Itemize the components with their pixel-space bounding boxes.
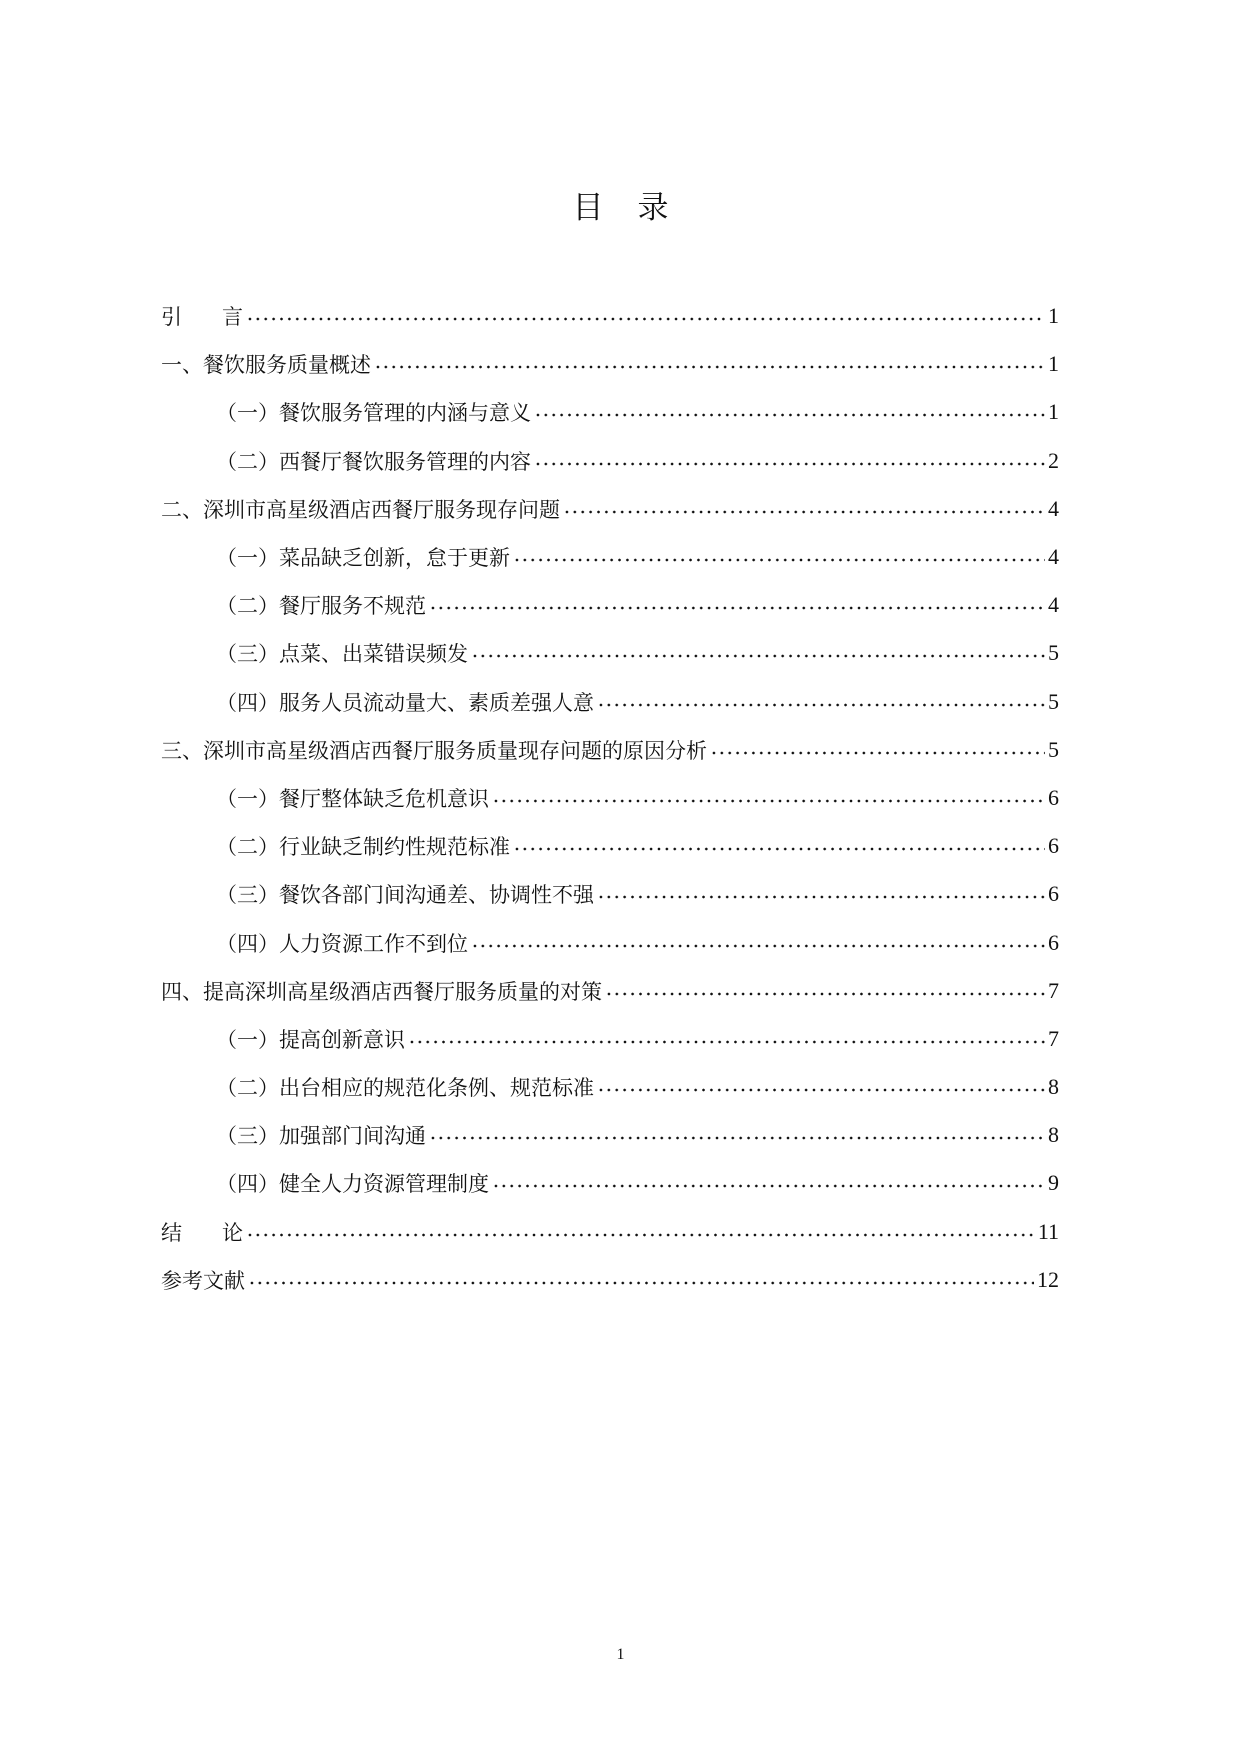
toc-entry-title: （二）行业缺乏制约性规范标准 [216, 835, 510, 860]
toc-dot-leader [471, 653, 1045, 659]
toc-dot-leader [492, 798, 1045, 804]
toc-entry[interactable] [161, 1159, 1059, 1207]
toc-entry-title: （四）健全人力资源管理制度 [216, 1172, 489, 1197]
toc-dot-leader [429, 1135, 1045, 1141]
toc-entry-page: 1 [1048, 399, 1059, 425]
toc-entry-title: 引言 [161, 305, 243, 330]
toc-dot-leader [534, 461, 1045, 467]
toc-entry-page: 5 [1048, 736, 1059, 762]
toc-dot-leader [408, 1039, 1045, 1045]
toc-entry[interactable] [161, 678, 1059, 726]
toc-dot-leader [597, 702, 1045, 708]
toc-entry-page: 1 [1048, 351, 1059, 377]
toc-entry[interactable] [161, 292, 1059, 340]
toc-dot-leader [605, 991, 1045, 997]
toc-dot-leader [597, 894, 1045, 900]
toc-dot-leader [513, 557, 1045, 563]
toc-dot-leader [248, 1280, 1034, 1286]
toc-entry[interactable] [161, 340, 1059, 388]
toc-dot-leader [246, 316, 1045, 322]
toc-dot-leader [563, 509, 1045, 515]
toc-entry-page: 9 [1048, 1170, 1059, 1196]
toc-entry[interactable] [161, 629, 1059, 677]
toc-entry-page: 12 [1037, 1266, 1059, 1292]
toc-entry-page: 4 [1048, 544, 1059, 570]
toc-entry[interactable] [161, 388, 1059, 436]
page-number: 1 [616, 1646, 625, 1663]
toc-entry-title: （一）餐饮服务管理的内涵与意义 [216, 401, 531, 426]
toc-entry-title: （三）餐饮各部门间沟通差、协调性不强 [216, 883, 594, 908]
toc-entry-page: 2 [1048, 447, 1059, 473]
toc-entry-title: （二）出台相应的规范化条例、规范标准 [216, 1076, 594, 1101]
toc-title: 目录 [572, 190, 703, 226]
toc-entry-page: 6 [1048, 784, 1059, 810]
toc-entry-title: （四）服务人员流动量大、素质差强人意 [216, 690, 594, 715]
toc-entry[interactable] [161, 1015, 1059, 1063]
toc-entry-page: 4 [1048, 592, 1059, 618]
toc-dot-leader [710, 750, 1045, 756]
toc-entry[interactable] [161, 581, 1059, 629]
toc-entry-title: （二）餐厅服务不规范 [216, 594, 426, 619]
toc-entry-title: （一）餐厅整体缺乏危机意识 [216, 786, 489, 811]
toc-entry[interactable] [161, 533, 1059, 581]
toc-entry-page: 4 [1048, 495, 1059, 521]
toc-entry-title: 二、深圳市高星级酒店西餐厅服务现存问题 [161, 497, 560, 522]
toc-entry-page: 1 [1048, 303, 1059, 329]
toc-entry[interactable] [161, 1256, 1059, 1304]
toc-entry-page: 11 [1037, 1218, 1059, 1244]
table-of-contents [161, 292, 1059, 1304]
toc-entry[interactable] [161, 1208, 1059, 1256]
toc-entry-page: 5 [1048, 640, 1059, 666]
toc-entry-page: 6 [1048, 833, 1059, 859]
toc-entry-title: 一、餐饮服务质量概述 [161, 353, 371, 378]
toc-entry[interactable] [161, 870, 1059, 918]
toc-entry[interactable] [161, 485, 1059, 533]
toc-dot-leader [471, 943, 1045, 949]
toc-entry-page: 8 [1048, 1074, 1059, 1100]
toc-dot-leader [534, 412, 1045, 418]
toc-entry-title: 结论 [161, 1220, 243, 1245]
toc-entry-page: 6 [1048, 929, 1059, 955]
toc-entry-page: 7 [1048, 977, 1059, 1003]
toc-entry-page: 5 [1048, 688, 1059, 714]
toc-entry-title: （三）加强部门间沟通 [216, 1124, 426, 1149]
toc-dot-leader [246, 1232, 1035, 1238]
toc-dot-leader [429, 605, 1045, 611]
toc-entry-title: 四、提高深圳高星级酒店西餐厅服务质量的对策 [161, 979, 602, 1004]
toc-entry[interactable] [161, 437, 1059, 485]
toc-dot-leader [597, 1087, 1045, 1093]
toc-entry[interactable] [161, 774, 1059, 822]
toc-entry[interactable] [161, 967, 1059, 1015]
toc-entry[interactable] [161, 1063, 1059, 1111]
toc-entry[interactable] [161, 726, 1059, 774]
toc-entry-page: 7 [1048, 1025, 1059, 1051]
toc-entry-title: （三）点菜、出菜错误频发 [216, 642, 468, 667]
toc-dot-leader [374, 364, 1045, 370]
toc-entry-title: （四）人力资源工作不到位 [216, 931, 468, 956]
toc-entry-title: （一）提高创新意识 [216, 1027, 405, 1052]
toc-entry-title: 三、深圳市高星级酒店西餐厅服务质量现存问题的原因分析 [161, 738, 707, 763]
toc-entry-page: 8 [1048, 1122, 1059, 1148]
toc-entry-title: （一）菜品缺乏创新，怠于更新 [216, 546, 510, 571]
toc-dot-leader [492, 1183, 1045, 1189]
toc-entry[interactable] [161, 918, 1059, 966]
toc-entry-title: 参考文献 [161, 1268, 245, 1293]
toc-entry-page: 6 [1048, 881, 1059, 907]
toc-entry-title: （二）西餐厅餐饮服务管理的内容 [216, 449, 531, 474]
toc-entry[interactable] [161, 1111, 1059, 1159]
toc-dot-leader [513, 846, 1045, 852]
toc-entry[interactable] [161, 822, 1059, 870]
